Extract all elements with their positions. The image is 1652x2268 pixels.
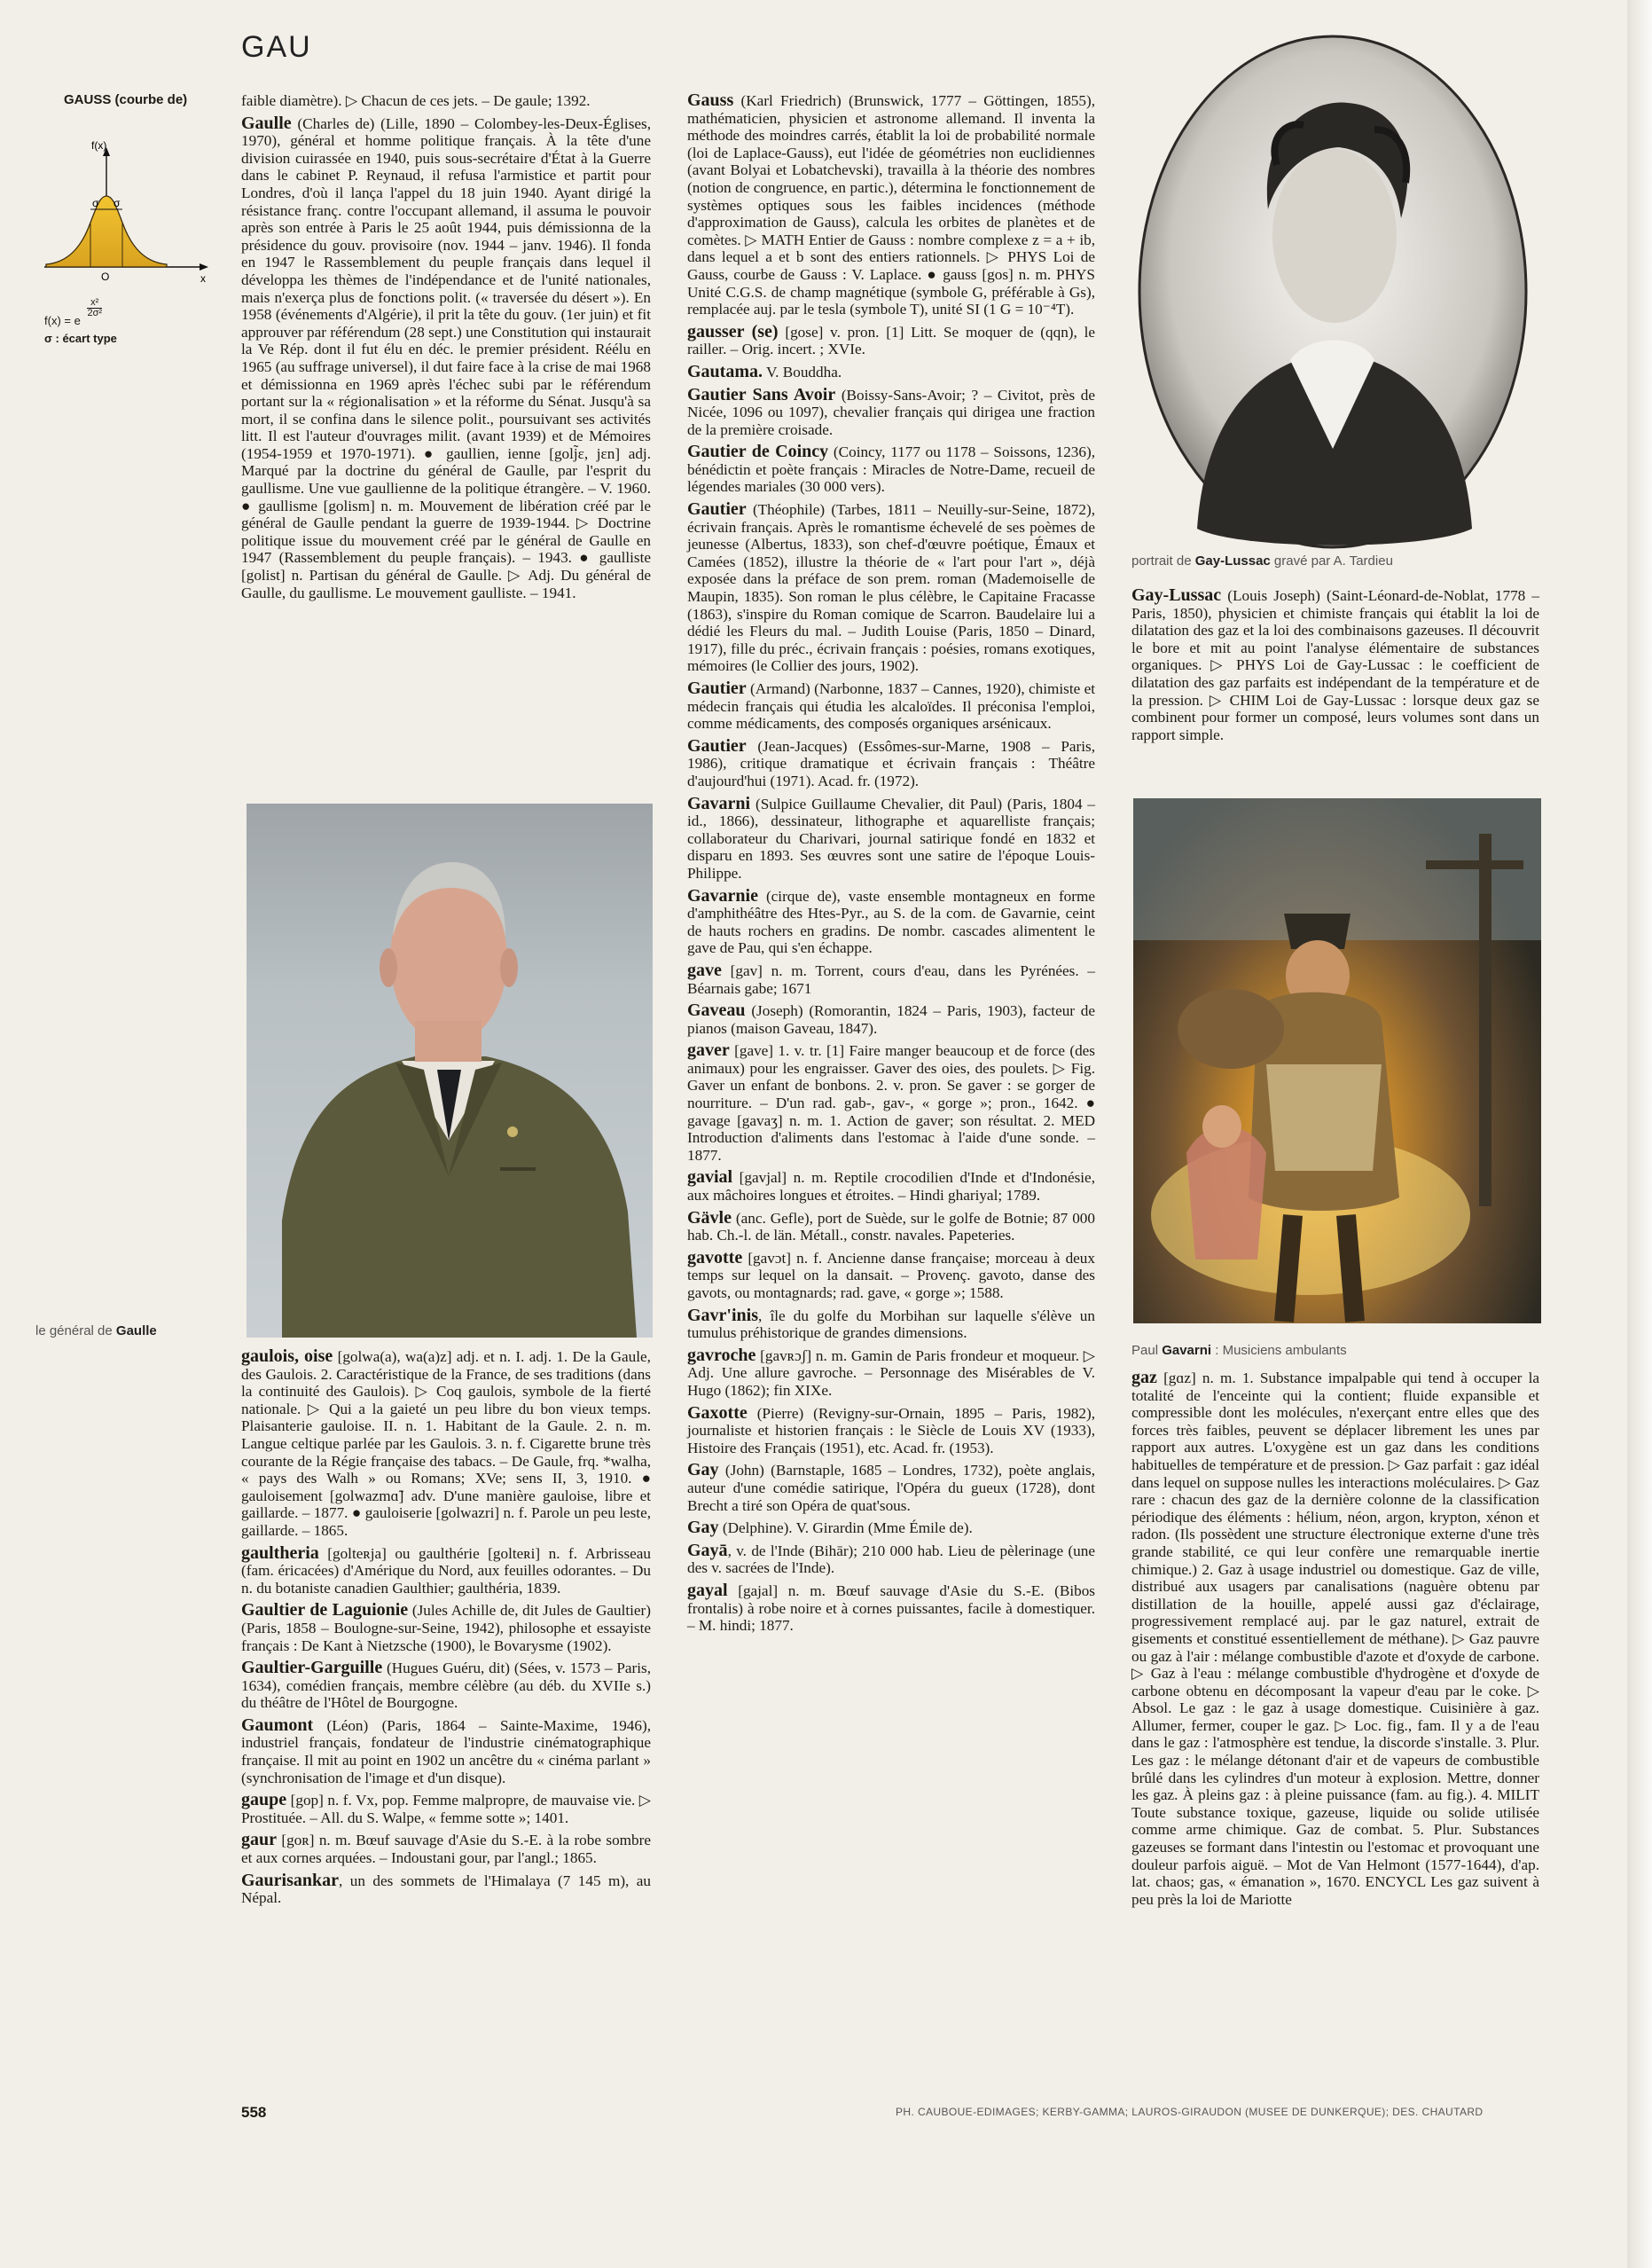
entry-definition: [gavjal] n. m. Reptile crocodilien d'Inde et d'Indonésie, aux mâchoires longues et étroites. – Hindi ghariyal; 1789. [687, 1169, 1095, 1205]
page-edge [1627, 0, 1652, 2268]
column-1-top [241, 92, 651, 607]
column-3-top [1131, 587, 1539, 749]
dictionary-entry [241, 1348, 651, 1540]
entry-definition: (cirque de), vaste ensemble montagneux en forme d'amphithéâtre des Htes-Pyr., au S. de la com. de Gavarnie, ceint de hauts rochers en gradins. De nombr. cascades alimentent le gave de Pau, qui s'en échappe. [687, 887, 1095, 957]
entry-headword: Gävle [687, 1207, 732, 1228]
entry-headword: Gautier de Coincy [687, 442, 829, 462]
dictionary-entry [1131, 1369, 1539, 1908]
entry-definition: (John) (Barnstaple, 1685 – Londres, 1732), poète anglais, auteur d'une comédie satirique, l'Opéra du gueux (1728), dont Brecht a tiré son Opéra de quat'sous. [687, 1462, 1095, 1514]
gauss-figure [35, 92, 213, 358]
entry-definition: (Delphine). V. Girardin (Mme Émile de). [718, 1519, 973, 1537]
entry-headword: Gaulle [241, 113, 292, 133]
dictionary-entry [1131, 587, 1539, 743]
entry-definition: [gose] v. pron. [1] Litt. Se moquer de (qqn), le railler. – Orig. incert. ; XVIe. [687, 323, 1096, 358]
entry-definition: (Coincy, 1177 ou 1178 – Soissons, 1236), bénédictin et poète français : Miracles de Notre-Dame, recueil de légendes mariales (30 000 vers). [687, 443, 1095, 496]
caption-gaulle-name: Gaulle [115, 1323, 157, 1338]
entry-definition: , un des sommets de l'Himalaya (7 145 m), au Népal. [241, 1872, 651, 1907]
entry-definition: (Louis Joseph) (Saint-Léonard-de-Noblat, 1778 – Paris, 1850), physicien et chimiste français qui établit la loi de dilatation des gaz et la loi des combinaisons gazeuses. Il découvrit le bore et mit au point l'analyse élémentaire de substances organiques. ▷ PHYS Loi de Gay-Lussac : le coefficient de dilatation des gaz parfaits est indépendant de la température et de la pression. ▷ CHIM Loi de Gay-Lussac : lorsque deux gaz se combinent pour former un composé, leurs volumes sont dans un rapport simple. [1131, 587, 1539, 743]
column-2 [687, 92, 1095, 1640]
entry-headword: Gautier [687, 499, 747, 520]
portrait-gay-lussac [1135, 32, 1531, 552]
entry-definition: [golteʀja] ou gaulthérie [golteʀi] n. f. Arbrisseau (fam. éricacées) d'Amérique du Nord, aux feuilles odorantes. – Du n. du botaniste canadien Gaulthier; gaulthéria, 1839. [241, 1544, 651, 1597]
dictionary-entry [687, 92, 1095, 318]
gauss-figure-title: GAUSS (courbe de) [64, 92, 188, 107]
entry-definition: (Hugues Guéru, dit) (Sées, v. 1573 – Paris, 1634), comédien français, membre célèbre (au déb. du XVIIe s.) du théâtre de l'Hôtel de Bourgogne. [241, 1660, 651, 1712]
caption-gavarni [1131, 1343, 1347, 1358]
entry-headword: gausser (se) [687, 321, 779, 341]
gauss-formula-exp-num: x² [87, 298, 102, 309]
dictionary-entry [687, 1307, 1095, 1342]
dictionary-entry [687, 384, 1095, 439]
caption-gay-lussac-prefix: portrait de [1131, 553, 1195, 569]
entry-headword: gaver [687, 1040, 730, 1061]
gauss-origin-label: O [101, 271, 110, 283]
entry-headword: Gauss [687, 90, 734, 110]
dictionary-entry [687, 501, 1095, 675]
dictionary-entry [687, 443, 1095, 496]
dictionary-entry [241, 115, 651, 602]
entry-definition: (Jules Achille de, dit Jules de Gaultier) (Paris, 1858 – Boulogne-sur-Seine, 1942), philosophe et essayiste français : De Kant à Nietzsche (1900), le Bovarysme (1902). [241, 1602, 652, 1654]
caption-gavarni-suffix: : Musiciens ambulants [1211, 1343, 1347, 1358]
entry-definition: (Sulpice Guillaume Chevalier, dit Paul) (Paris, 1804 – id., 1866), dessinateur, lithographe et aquarelliste français; collaborateur du Charivari, journal satirique fondé en 1832 et disparu en 1893. Ses œuvres sont une satire de l'époque Louis-Philippe. [687, 795, 1095, 882]
dictionary-entry [687, 1542, 1095, 1577]
entry-headword: Gay [687, 1518, 719, 1538]
entry-headword: Gaurisankar [241, 1870, 340, 1890]
entry-definition: [gave] 1. v. tr. [1] Faire manger beaucoup et de force (des animaux) pour les engraisser. Gaver des oies, des poulets. ▷ Fig. Gaver un enfant de bonbons. 2. v. pron. Se gaver : se gorger de nourriture. – D'un rad. gab-, gav-, « gorge »; pron., 1642. ● gavage [gavaʒ] n. m. 1. Action de gaver; son résultat. 2. MED Introduction d'aliments dans l'estomac à l'aide d'une sonde. – 1877. [687, 1042, 1095, 1164]
gauss-sigma-label-left: σ [92, 197, 99, 209]
dictionary-entry [241, 1542, 651, 1597]
caption-gaulle-prefix: le général de [35, 1323, 116, 1338]
entry-definition: (Pierre) (Revigny-sur-Ornain, 1895 – Paris, 1982), journaliste et historien français : le Siècle de Louis XV (1933), Histoire des Français (1951), etc. Acad. fr. (1953). [687, 1404, 1095, 1456]
gauss-sigma-label-right: σ [114, 197, 121, 209]
gauss-y-label: f(x) [91, 139, 107, 152]
entry-headword: gave [687, 960, 722, 980]
entry-definition: [goʀ] n. m. Bœuf sauvage d'Asie du S.-E. à la robe sombre et aux cornes arquées. – Indoustani gour, par l'angl.; 1865. [241, 1832, 651, 1867]
entry-definition: V. Bouddha. [763, 363, 842, 381]
dictionary-entry [241, 1602, 651, 1654]
gauss-x-label: x [200, 272, 206, 285]
entry-headword: gayal [687, 1580, 728, 1600]
de-gaulle-illustration [247, 804, 653, 1338]
entry-headword: Gaumont [241, 1715, 314, 1735]
entry-headword: Gavarni [687, 793, 751, 813]
caption-gay-lussac [1131, 553, 1393, 569]
gay-lussac-engraving [1135, 32, 1531, 552]
caption-gaulle [35, 1323, 157, 1338]
gauss-formula-exp-den: 2σ² [87, 308, 103, 318]
entry-headword: Gay [687, 1460, 719, 1480]
dictionary-entry [687, 1207, 1095, 1244]
entry-headword: Gay-Lussac [1131, 585, 1222, 605]
entry-headword: Gautier Sans Avoir [687, 384, 836, 404]
dictionary-entry [687, 735, 1095, 790]
entry-headword: Gavr'inis [687, 1305, 759, 1325]
running-head: GAU [241, 30, 312, 64]
entry-headword: gaupe [241, 1790, 287, 1810]
entry-definition: (Armand) (Narbonne, 1837 – Cannes, 1920), chimiste et médecin français qui étudia les alcaloïdes. Il préconisa l'emploi, comme médicaments, des composés organiques arsénicaux. [687, 680, 1095, 733]
entry-definition: (Jean-Jacques) (Essômes-sur-Marne, 1908 – Paris, 1986), critique dramatique et écrivain français : Théâtre d'aujourd'hui (1971). Acad. fr. (1972). [687, 737, 1095, 789]
entry-definition: (anc. Gefle), port de Suède, sur le golfe de Botnie; 87 000 hab. Ch.-l. de län. Métall., constr. navales. Papeteries. [687, 1209, 1095, 1244]
photo-credits: PH. CAUBOUE-EDIMAGES; KERBY-GAMMA; LAUROS-GIRAUDON (MUSEE DE DUNKERQUE); DES. CHAUTARD [896, 2106, 1484, 2118]
caption-gay-lussac-name: Gay-Lussac [1194, 553, 1271, 569]
gauss-curve-diagram [35, 112, 213, 316]
dictionary-entry [687, 793, 1095, 883]
column-3-bottom [1131, 1369, 1539, 1913]
gauss-formula [44, 298, 102, 327]
entry-definition: [gavʀɔʃ] n. m. Gamin de Paris frondeur et moqueur. ▷ Adj. Une allure gavroche. – Personnage des Misérables de V. Hugo (1862); fin XIXe. [687, 1346, 1095, 1399]
entry-definition: faible diamètre). ▷ Chacun de ces jets. – De gaule; 1392. [241, 92, 591, 109]
dictionary-entry [241, 1792, 651, 1826]
dictionary-entry [687, 1519, 1095, 1537]
entry-headword: Gautama. [687, 361, 763, 381]
dictionary-entry [687, 1347, 1095, 1400]
entry-definition: , île du golfe du Morbihan sur laquelle s'élève un tumulus préhistorique de grandes dimensions. [687, 1307, 1095, 1342]
entry-headword: Gayā [687, 1540, 728, 1560]
entry-headword: Gavarnie [687, 885, 758, 906]
dictionary-entry [687, 1002, 1095, 1037]
dictionary-entry [687, 885, 1095, 957]
entry-headword: Gautier [687, 679, 747, 698]
dictionary-entry [241, 1832, 651, 1866]
gavarni-painting-illustration [1133, 798, 1541, 1323]
gauss-curve [46, 196, 167, 267]
entry-definition: (Joseph) (Romorantin, 1824 – Paris, 1903), facteur de pianos (maison Gaveau, 1847). [687, 1002, 1095, 1037]
dictionary-entry [687, 361, 1095, 381]
dictionary-entry [687, 1247, 1095, 1302]
entry-definition: [gajal] n. m. Bœuf sauvage d'Asie du S.-E. (Bibos frontalis) à robe noire et à cornes puissantes, facile à domestiquer. – M. hindi; 1877. [687, 1581, 1095, 1635]
page-number: 558 [241, 2104, 267, 2121]
dictionary-entry [241, 1872, 651, 1907]
dictionary-entry [687, 1582, 1095, 1635]
entry-definition: [gop] n. f. Vx, pop. Femme malpropre, de mauvaise vie. ▷ Prostituée. – All. du S. Walpe, « femme sotte »; 1401. [241, 1792, 651, 1826]
dictionary-entry [687, 321, 1096, 358]
caption-gay-lussac-suffix: gravé par A. Tardieu [1270, 553, 1393, 569]
gauss-formula-base: f(x) = e [44, 314, 81, 327]
dictionary-entry [687, 680, 1095, 733]
entry-definition: (Karl Friedrich) (Brunswick, 1777 – Göttingen, 1855), mathématicien, physicien et astronome allemand. Il inventa la méthode des moindres carrés, établit la loi de probabilité normale (loi de Laplace-Gauss), eut l'idée de géométries non euclidiennes (avant Bolyai et Lobatchevski), travailla à la théorie des nombres (notion de congruence, en partic.), détermina le fonctionnement de systèmes optiques sous les faibles incidences (méthode d'approximation de Gauss), calcula les orbites de planètes et de comètes. ▷ MATH Entier de Gauss : nombre complexe z = a + ib, dans lequel a et b sont des entiers rationnels. ▷ PHYS Loi de Gauss, courbe de Gauss : V. Laplace. ● gauss [gos] n. m. PHYS Unité C.G.S. de champ magnétique (symbole G, préférable à Gs), remplacée auj. par le tesla (symbole T), unité SI (1 G = 10⁻⁴T). [687, 92, 1095, 318]
dictionary-entry [687, 1042, 1095, 1164]
dictionary-entry [687, 1402, 1095, 1457]
gauss-x-arrow [200, 263, 208, 271]
entry-definition: [gɑz] n. m. 1. Substance impalpable qui tend à occuper la totalité de l'enceinte qui la contient; fluide expansible et compressible dont les molécules, n'exerçant entre elles que des forces très faibles, peuvent se déplacer librement les unes par rapport aux autres. L'oxygène est un gaz dans les conditions habituelles de température et de pression. ▷ Gaz parfait : gaz idéal dans lequel on suppose nulles les interactions moléculaires. ▷ Gaz rare : chacun des gaz de la dernière colonne de la classification périodique des éléments : hélium, néon, argon, krypton, xénon et radon. (Ils possèdent une structure électronique externe d'une très grande stabilité, ce qui leur confère une remarquable inertie chimique.) 2. Gaz à usage industriel ou domestique. Gaz de ville, distribué aux usagers par canalisations (naguère obtenu par distillation de la houille, appelé aussi gaz d'éclairage, progressivement remplacé auj. par le gaz naturel, extrait de gisements et constitué essentiellement de méthane). ▷ Gaz pauvre ou gaz à l'air : mélange combustible d'azote et d'oxyde de carbone. ▷ Gaz à l'eau : mélange combustible d'hydrogène et d'oxyde de carbone obtenu en décomposant la vapeur d'eau par le coke. ▷ Absol. Le gaz : le gaz à usage domestique. Cuisinière à gaz. Allumer, fermer, couper le gaz. ▷ Loc. fig., fam. Il y a de l'eau dans le gaz : l'atmosphère est tendue, la discorde s'installe. 3. Plur. Les gaz : le mélange détonant d'air et de vapeurs de combustible brûlé dans les cylindres d'un moteur à explosion. Mettre, donner les gaz. À pleins gaz : à pleine puissance (fam. au fig.). 4. MILIT Toute substance toxique, gazeuse, liquide ou solide utilisée comme arme chimique. Gaz de combat. 5. Plur. Substances gazeuses se formant dans l'intestin ou l'estomac et provoquant une douleur parfois aiguë. – Mot de Van Helmont (1577-1644), d'ap. lat. chaos; gas, « émanation », 1670. ENCYCL Les gaz suivent à peu près la loi de Mariotte [1131, 1369, 1539, 1908]
caption-gavarni-name: Gavarni [1162, 1343, 1212, 1358]
entry-headword: Gaultier de Laguionie [241, 1600, 409, 1621]
dictionary-entry [687, 1462, 1095, 1514]
entry-definition: [gav] n. m. Torrent, cours d'eau, dans les Pyrénées. – Béarnais gabe; 1671 [687, 961, 1095, 997]
entry-definition: [golwa(a), wa(a)z] adj. et n. I. adj. 1. De la Gaule, des Gaulois. 2. Caractéristique de la France, de ses traditions (dans la continuité des Gaulois). ▷ Coq gaulois, symbole de la fierté nationale. ▷ Qui a la gaieté un peu libre du bon vieux temps. Plaisanterie gauloise. II. n. 1. Habitant de la Gaule. 2. n. m. Langue celtique parlée par les Gaulois. 3. n. f. Cigarette brune très courante de la Régie française des tabacs. – De Gaule, frq. *walha, « pays des Walh » ou Romans; XVe; sens II, 3, 1910. ● gauloisement [golwazmɑ̃] adv. D'une manière gauloise, libre et gaillarde. – 1877. ● gauloiserie [golwazri] n. f. Parole un peu leste, gaillarde. – 1865. [241, 1348, 651, 1539]
dictionary-entry [687, 1169, 1095, 1204]
entry-headword: Gautier [687, 735, 747, 756]
entry-headword: gaulois, oise [241, 1346, 333, 1366]
gauss-legend: σ : écart type [44, 332, 117, 345]
entry-definition: (Léon) (Paris, 1864 – Sainte-Maxime, 1946), industriel français, fondateur de l'industrie cinématographique française. Il mit au point en 1902 un ancêtre du « cinéma parlant » (synchronisation de l'image et d'un disque). [241, 1716, 651, 1786]
dictionary-entry [241, 1717, 651, 1786]
entry-definition: [gavɔt] n. f. Ancienne danse française; morceau à deux temps sur lequel on la dansait. – Provenç. gavoto, danse des gavots, ou montagnards; rad. gave, « gorge »; 1588. [687, 1249, 1095, 1301]
entry-definition: (Charles de) (Lille, 1890 – Colombey-les-Deux-Églises, 1970), général et homme politique français. À la tête d'une division cuirassée en 1940, puis sous-secrétaire d'État à la Guerre dans le cabinet P. Reynaud, il refusa l'armistice et partit pour Londres, d'où il lança l'appel du 18 juin 1940. Ayant dirigé la résistance franç. contre l'occupant allemand, il assuma le pouvoir après son entrée à Paris le 25 août 1944, puis démissionna de la présidence du gouv. provisoire (nov. 1944 – janv. 1946). Il fonda en 1947 le Rassemblement du peuple français dans lequel il développa les thèmes de l'indépendance et de l'unité nationales, mais n'exerça plus de fonctions polit. (« traversée du désert »). En 1958 (événements d'Algérie), il prit la tête du gouv. (1er juin) et fit approuver par référendum (28 sept.) une Constitution qui instaurait la Ve Rép. dont il fut élu en déc. le premier président. Réélu en 1965 (au suffrage universel), il dut faire face à la crise de mai 1968 et démissionna en 1969 après l'échec subi par le référendum portant sur la « régionalisation » et la réforme du Sénat. Jusqu'à sa mort, il se confina dans le silence polit., poursuivant ses activités litt. Il est l'auteur d'ouvrages milit. (avant 1939) et de Mémoires (1954-1959 et 1970-1971). ● gaullien, ienne [golj̃ɛ, jɛn] adj. Marqué par la doctrine du général de Gaulle, par l'esprit du gaullisme. Une vue gaullienne de la politique étrangère. – V. 1960. ● gaullisme [golism] n. m. Mouvement de libération créé par le général de Gaulle pendant la guerre de 1939-1944. ▷ Doctrine politique issue du mouvement créé par le général de Gaulle en 1947 (Rassemblement du peuple français). – 1943. ● gaulliste [golist] n. Partisan du général de Gaulle. ▷ Adj. Du général de Gaulle, du gaullisme. Le mouvement gaulliste. – 1941. [241, 114, 651, 601]
entry-headword: gavial [687, 1167, 733, 1188]
entry-definition: , v. de l'Inde (Bihār); 210 000 hab. Lieu de pèlerinage (une des v. sacrées de l'Inde). [687, 1542, 1095, 1577]
column-1-bottom [241, 1348, 651, 1912]
dictionary-entry [241, 92, 651, 110]
entry-headword: gaz [1131, 1368, 1157, 1387]
entry-headword: gavroche [687, 1345, 756, 1365]
caption-gavarni-prefix: Paul [1131, 1343, 1163, 1358]
entry-headword: gaultheria [241, 1542, 319, 1563]
entry-definition: (Théophile) (Tarbes, 1811 – Neuilly-sur-Seine, 1872), écrivain français. Après le romantisme échevelé de ses poèmes de jeunesse (Albertus, 1833), son chef-d'œuvre poétique, Émaux et Camées (1852), illustre la théorie de « l'art pour l'art », déjà exposée dans la préface de son prem. roman (Mademoiselle de Maupin, 1835). Son roman le plus célèbre, le Capitaine Fracasse (1863), s'inspire du Roman comique de Scarron. Baudelaire lui a dédié les Fleurs du mal. – Judith Louise (Paris, 1850 – Dinard, 1917), fille du préc., écrivain français : poésies, romans exotiques, mémoires (le Collier des jours, 1902). [687, 501, 1095, 675]
entry-headword: Gaveau [687, 1001, 746, 1021]
entry-definition: (Boissy-Sans-Avoir; ? – Civitot, près de Nicée, 1096 ou 1097), chevalier français qui dirigea une fraction de la première croisade. [687, 386, 1095, 438]
dictionary-entry [687, 962, 1095, 997]
entry-headword: gavotte [687, 1247, 743, 1267]
photo-general-de-gaulle [247, 804, 653, 1338]
entry-headword: Gaxotte [687, 1402, 748, 1423]
dictionary-entry [241, 1660, 651, 1712]
entry-headword: Gaultier-Garguille [241, 1658, 383, 1678]
entry-headword: gaur [241, 1830, 277, 1850]
painting-gavarni-musiciens-ambulants [1133, 798, 1541, 1323]
